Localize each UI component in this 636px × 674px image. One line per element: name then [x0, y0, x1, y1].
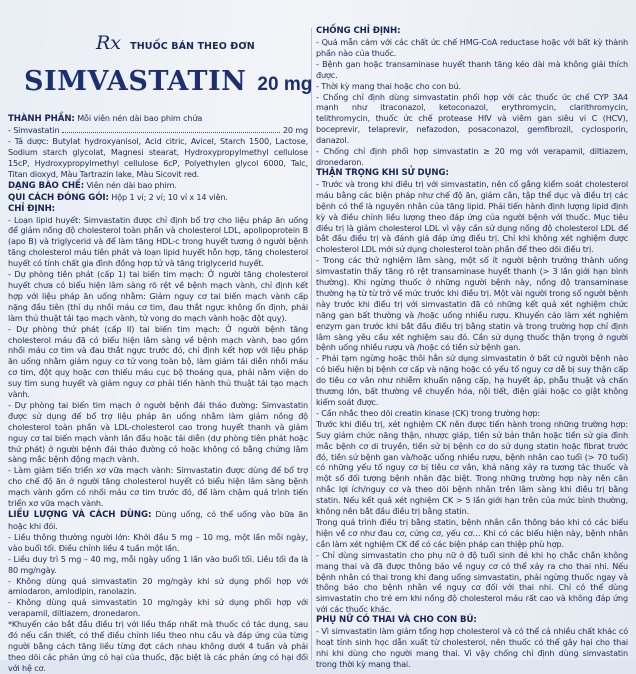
- precaution-item: Trước khi điều trị, xét nghiệm CK nên được tiến hành trong những trường hợp: Suy giảm chức năng thận, nhược giáp, tiền sử bản thân hoặc tiền sử gia đình mắc bệnh cơ di truyền, tiền sử bị bệnh cơ do sử dụng statin hoặc fibrat trước đó, tiền sử bệnh gan và/hoặc uống nhiều rượu, bệnh nhân cao tuổi (> 70 tuổi) có những yếu tố nguy cơ bị tiêu cơ vân, khả năng xảy ra tương tác thuốc và một số đối tượng bệnh nhân đặc biệt. Trong những trường hợp này nên cân nhắc lợi ích/nguy cơ và theo dõi bệnh nhân trên lâm sàng khi điều trị bằng statin. Nếu kết quả xét nghiệm CK > 5 lần giới hạn trên của mức bình thường, không nên bắt đầu điều trị bằng statin.: [316, 418, 628, 517]
- dosage-item: - Không dùng quá simvastatin 20 mg/ngày khi sử dụng phối hợp với amiodaron, amlodipin, ranolazin.: [8, 575, 308, 597]
- composition-heading: THÀNH PHẦN:: [8, 114, 75, 124]
- contraindication-item: - Chống chỉ định phối hợp simvastatin ≥ 20 mg với verapamil, diltiazem, dronedaron.: [316, 146, 628, 167]
- product-title: [24, 66, 312, 97]
- dosage-item: - Liều thông thường người lớn: Khởi đầu 5 mg – 10 mg, một lần mỗi ngày, vào buổi tối. Điều chỉnh liều 4 tuần một lần.: [8, 531, 308, 553]
- indication-item: - Dự phòng thứ phát (cấp II) tai biến tim mạch: Ở người bệnh tăng cholesterol máu đã có biểu hiện lâm sàng về bệnh mạch vành, bao gồm nhồi máu cơ tim và đau thắt ngực trước đó, chỉ định kết hợp với liệu pháp ăn uống nhằm giảm nguy cơ tử vong toàn bộ, làm giảm tái diễn nhồi máu cơ tim, đột quỵ hoặc cơn thiếu máu cục bộ thoáng qua, phải nằm viện do suy tim sung huyết và giảm nguy cơ phải tiến hành thủ thuật tái tạo mạch vành.: [8, 323, 308, 400]
- dose-strength: 20 mg: [257, 74, 313, 95]
- precaution-item: - Chỉ dùng simvastatin cho phụ nữ ở độ tuổi sinh đẻ khi họ chắc chắn không mang thai và đã được thông báo về nguy cơ có thể xảy ra cho thai nhi. Nếu bệnh nhân có thai trong khi đang uống simvastatin, phải ngừng thuốc ngay và thông báo cho bệnh nhân về nguy cơ đối với thai nhi. Chỉ có thể dùng simvastatin cho trẻ em khi nồng độ cholesterol máu rất cao và không đáp ứng với các thuốc khác.: [316, 549, 628, 615]
- dosage-item: - Không dùng quá simvastatin 10 mg/ngày khi sử dụng phối hợp với verapamil, diltiazem, dronedaron.: [8, 597, 308, 619]
- pregnancy-item: - Vì simvastatin làm giảm tổng hợp cholesterol và có thể cả nhiều chất khác có hoạt tính sinh học dẫn xuất từ cholesterol, nên thuốc có thể gây hại cho thai nhi khi dùng cho người mang thai. Vì vậy chống chỉ định dùng simvastatin trong thời kỳ mang thai.: [316, 626, 628, 669]
- precaution-item: - Trước và trong khi điều trị với simvastatin, nên cố gắng kiểm soát cholesterol máu bằng các biện pháp như chế độ ăn, giảm cân, tập thể dục và điều trị các bệnh có thể là nguyên nhân của tăng lipid. Phải tiến hành định lượng lipid định kỳ và điều chỉnh liều lượng theo đáp ứng của người bệnh với thuốc. Mục tiêu điều trị là giảm cholesterol LDL vì vậy cần sử dụng nồng độ cholesterol LDL để bắt đầu điều trị và đánh giá đáp ứng điều trị. Chỉ khi không xét nghiệm được cholesterol LDL mới sử dụng cholesterol toàn phần để theo dõi điều trị.: [316, 178, 628, 255]
- precaution-item: Trong quá trình điều trị bằng statin, bệnh nhân cần thông báo khi có các biểu hiện về cơ như đau cơ, cứng cơ, yếu cơ… Khi có các biểu hiện này, bệnh nhân cần làm xét nghiệm CK để có các biện pháp can thiệp phù hợp.: [316, 516, 628, 549]
- precaution-item: - Trong các thử nghiệm lâm sàng, một số ít người bệnh trưởng thành uống simvastatin thấy tăng rõ rệt transaminase huyết thanh (> 3 lần giới hạn bình thường). Khi ngừng thuốc ở những người bệnh này, nồng độ transaminase thường hạ từ từ trở về mức trước khi điều trị. Một vài người trong số người bệnh này trước khi điều trị với simvastatin đã có những kết quả xét nghiệm chức năng gan bất thường và /hoặc uống nhiều rượu. Khuyến cáo làm xét nghiệm enzym gan trước khi bắt đầu điều trị bằng statin và trong trường hợp chỉ định lâm sàng yêu cầu xét nghiệm sau đó. Cần sử dụng thuốc thận trọng ở người bệnh uống nhiều rượu và /hoặc có tiền sử bệnh gan.: [316, 255, 628, 353]
- indication-item: - Dự phòng tai biến tim mạch ở người bệnh đái tháo đường: Simvastatin được sử dụng để bổ trợ liệu pháp ăn uống nhằm làm giảm nồng độ cholesterol toàn phần và LDL-cholesterol cao trong huyết thanh và giảm nguy cơ tai biến mạch vành lần đầu hoặc tái diễn (dự phòng tiên phát hoặc thứ phát) ở người bệnh đái tháo đường có hoặc không có bằng chứng lâm sàng mắc bệnh động mạch vành.: [8, 399, 308, 465]
- dotted-leader: [62, 125, 279, 133]
- simvastatin-row: [8, 125, 308, 136]
- dosage-note: *Khuyến cáo bắt đầu điều trị với liều thấp nhất mà thuốc có tác dụng, sau đó nếu cần thiết, có thể điều chỉnh liều theo nhu cầu và đáp ứng của từng người bằng cách tăng liều từng đợt cách nhau không dưới 4 tuần và phải theo dõi các phản ứng có hại của thuốc, đặc biệt là các phản ứng có hại đối với hệ cơ.: [8, 619, 308, 673]
- indication-item: - Làm giảm tiến triển xơ vữa mạch vành: Simvastatin được dùng để bổ trợ cho chế độ ăn ở người tăng cholesterol huyết có biểu hiện lâm sàng bệnh mạch vành gồm có nhồi máu cơ tim trước đó, để làm chậm quá trình tiến triển xơ vữa mạch vành.: [8, 465, 308, 509]
- precaution-item: - Phải tạm ngừng hoặc thôi hẳn sử dụng simvastatin ở bất cứ người bệnh nào có biểu hiện bị bệnh cơ cấp và nặng hoặc có yếu tố nguy cơ dễ bị suy thận cấp do tiêu cơ vân như nhiễm khuẩn nặng cấp, hạ huyết áp, phẫu thuật và chấn thương lớn, bất thường về chuyển hóa, nội tiết, điện giải hoặc co giật không kiểm soát được.: [316, 353, 628, 407]
- dosage-heading: LIỀU LƯỢNG VÀ CÁCH DÙNG:: [8, 510, 152, 520]
- packaging: QUI CÁCH ĐÓNG GÓI: Hộp 1 vỉ; 2 vỉ; 10 vỉ x 14 viên.: [8, 191, 228, 203]
- indication-item: - Dự phòng tiên phát (cấp 1) tai biến tim mạch: Ở người tăng cholesterol huyết chưa có biểu hiện lâm sàng rõ rệt về bệnh mạch vành, chỉ định kết hợp với liệu pháp ăn uống nhằm: Giảm nguy cơ tai biến mạch vành cấp nặng đầu tiên (thí dụ nhồi máu cơ tim, đau thắt ngực không ổn định, phải làm thủ thuật tái tạo mạch vành, tử vong do mạch vành hoặc đột quỵ).: [8, 269, 308, 323]
- rx-symbol: Rx: [96, 32, 122, 54]
- dosage-item: - Liều duy trì 5 mg – 40 mg, mỗi ngày uống 1 lần vào buổi tối. Liều tối đa là 80 mg/ngày.: [8, 553, 308, 575]
- contraindications-heading: CHỐNG CHỈ ĐỊNH:: [316, 26, 401, 36]
- excipients: - Tá dược: Butylat hydroxyanisol, Acid citric, Avicel, Starch 1500, Lactose, Sodium starch glycolat, Magnesi stearat, Hydroxypropylmethyl cellulose 15cP, Hydroxypropylmethyl cellulose 6cP, Polyethylen glycol 6000, Talc, Titan dioxyd, Màu Tartrazin lake, Màu Sicovit red.: [8, 135, 308, 179]
- column-divider: [311, 28, 312, 660]
- rx-header: [96, 32, 255, 54]
- pregnancy-heading: PHỤ NỮ CÓ THAI VÀ CHO CON BÚ:: [316, 615, 477, 626]
- indication-item: - Loạn lipid huyết: Simvastatin được chỉ định bổ trợ cho liệu pháp ăn uống để giảm nồng độ cholesterol toàn phần và cholesterol LDL, apolipoprotein B (apo B) và triglycerid và để làm tăng HDL-c trong huyết tương ở người bệnh tăng cholesterol máu tiên phát và loạn lipid huyết hỗn hợp, tăng cholesterol huyết có tính chất gia đình đồng hợp tử và tăng triglycerid huyết.: [8, 214, 308, 269]
- prescription-note: THUỐC BÁN THEO ĐƠN: [130, 41, 255, 52]
- precaution-item: - Cần nhắc theo dõi creatin kinase (CK) trong trường hợp:: [316, 407, 541, 418]
- dosage-section: LIỀU LƯỢNG VÀ CÁCH DÙNG: Dùng uống, có thể uống vào bữa ăn hoặc khi đói.: [8, 509, 308, 531]
- contraindication-item: - Thời kỳ mang thai hoặc cho con bú.: [316, 80, 461, 91]
- dosage-form-heading: DẠNG BÀO CHẾ:: [8, 180, 85, 191]
- contraindication-item: - Quá mẫn cảm với các chất ức chế HMG-CoA reductase hoặc với bất kỳ thành phần nào của thuốc.: [316, 37, 628, 58]
- contraindication-item: - Chống chỉ định dùng simvastatin phối hợp với các thuốc ức chế CYP 3A4 mạnh như itraconazol, ketoconazol, erythromycin, clarithromycin, telithromycin, thuốc ức chế protease HIV và viêm gan siêu vi C (HCV), boceprevir, telaprevir, nefazodon, posaconazol, gemfibrozil, cyclosporin, danazol.: [316, 91, 628, 146]
- simvastatin-amount: 20 mg: [282, 125, 308, 135]
- brand-name: SIMVASTATIN: [24, 66, 247, 97]
- precautions-heading: THẬN TRỌNG KHI SỬ DỤNG:: [316, 167, 449, 178]
- packaging-heading: QUI CÁCH ĐÓNG GÓI:: [8, 192, 109, 203]
- composition-section: THÀNH PHẦN: Mỗi viên nén dài bao phim chứa: [8, 113, 203, 124]
- indications-heading: CHỈ ĐỊNH:: [8, 203, 56, 214]
- simvastatin-label: - Simvastatin: [8, 125, 60, 135]
- contraindication-item: - Bệnh gan hoặc transaminase huyết thanh tăng kéo dài mà không giải thích được.: [316, 58, 628, 80]
- dosage-form: DẠNG BÀO CHẾ: Viên nén dài bao phim.: [8, 179, 177, 191]
